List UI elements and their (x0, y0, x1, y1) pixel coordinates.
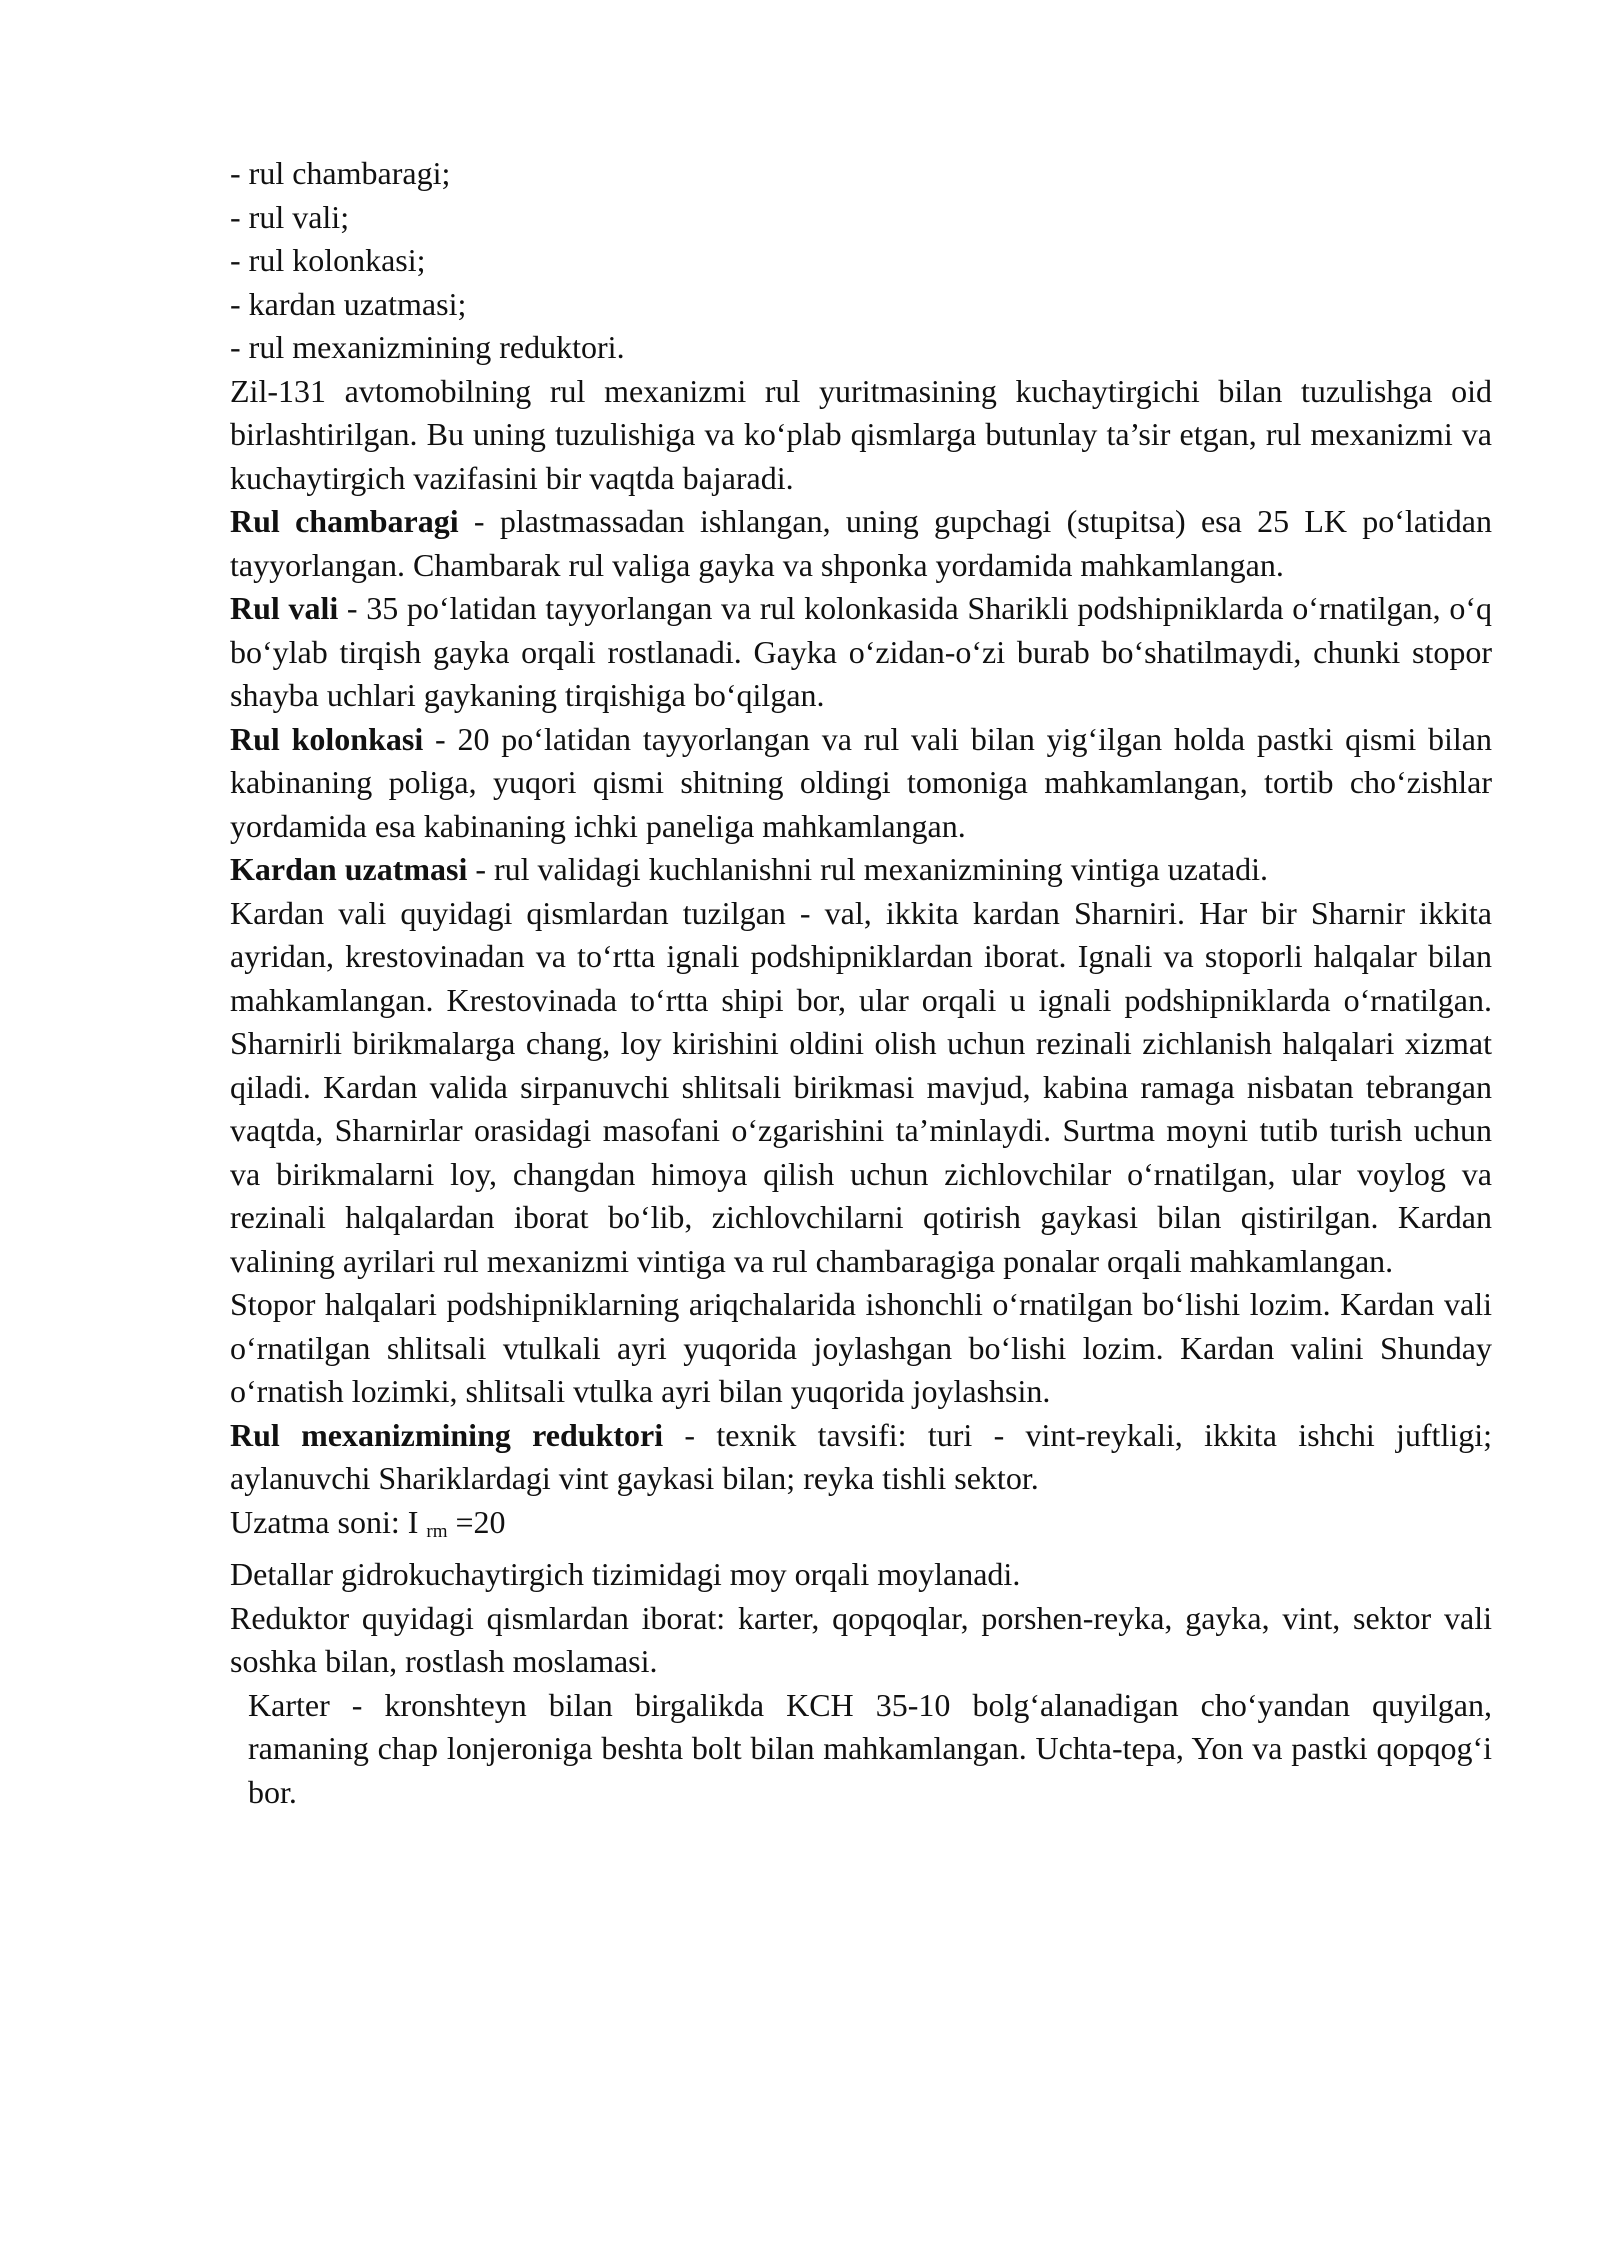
kolonka-paragraph (230, 718, 1492, 849)
list-item: - rul chambaragi; (230, 155, 451, 191)
chambarak-paragraph (230, 500, 1492, 587)
document-page (230, 152, 1492, 1814)
lubrication-line: Detallar gidrokuchaytirgich tizimidagi moy orqali moylanadi. (230, 1556, 1021, 1592)
stopor-paragraph: Stopor halqalari podshipniklarning ariqchalarida ishonchli o‘rnatilgan bo‘lishi lozim. Kardan vali o‘rnatilgan shlitsali vtulkali ayri yuqorida joylashgan bo‘lishi lozim. Kardan valini Shunday o‘rnatish lozimki, shlitsali vtulka ayri bilan yuqorida joylashsin. (230, 1286, 1492, 1409)
kardan-term: Kardan uzatmasi (230, 851, 468, 887)
list-item: - kardan uzatmasi; (230, 285, 467, 322)
reduktor-paragraph (230, 1414, 1492, 1501)
list-item: - rul mexanizmining reduktori. (230, 329, 625, 365)
vali-text: - 35 po‘latidan tayyorlangan va rul kolonkasida Sharikli podshipniklarda o‘rnatilgan, o‘q bo‘ylab tirqish gayka orqali rostlanadi. Gayka o‘zidan-o‘zi burab bo‘shatilmaydi, chunki stopor shayba uchlari gaykaning tirqishiga bo‘qilgan. (230, 590, 1493, 713)
ratio-value: =20 (447, 1503, 506, 1540)
ratio-label: Uzatma soni: I (230, 1503, 419, 1540)
kardan-vali-paragraph: Kardan vali quyidagi qismlardan tuzilgan - val, ikkita kardan Sharniri. Har bir Sharnir ikkita ayridan, krestovinadan va to‘rtta ignali podshipniklardan iborat. Ignali va stoporli halqalar bilan mahkamlangan. Krestovinada to‘rtta shipi bor, ular orqali u ignali podshipniklarda o‘rnatilgan. Sharnirli birikmalarga chang, loy kirishini oldini olish uchun rezinali zichlanish halqalari xizmat qiladi. Kardan valida sirpanuvchi shlitsali birikmasi mavjud, kabina ramaga nisbatan tebrangan vaqtda, Sharnirlar orasidagi masofani o‘zgarishini ta’minlaydi. Surtma moyni tutib turish uchun va birikmalarni loy, changdan himoya qilish uchun zichlovchilar o‘rnatilgan, ular voylog va rezinali halqalardan iborat bo‘lib, zichlovchilarni qotirish gaykasi bilan qistirilgan. Kardan valining ayrilari rul mexanizmi vintiga va rul chambaragiga ponalar orqali mahkamlangan. (230, 894, 1492, 1279)
reduktor-text: - texnik tavsifi: turi - vint-reykali, ikkita ishchi juftligi; aylanuvchi Shariklardagi vint gaykasi bilan; reyka tishli sektor. (230, 1416, 1493, 1496)
vali-paragraph (230, 587, 1492, 718)
intro-paragraph: Zil-131 avtomobilning rul mexanizmi rul yuritmasining kuchaytirgichi bilan tuzulishga oid birlashtirilgan. Bu uning tuzulishiga va ko‘plab qismlarga butunlay ta’sir etgan, rul mexanizmi va kuchaytirgich vazifasini bir vaqtda bajaradi. (230, 372, 1492, 496)
list-item: - rul vali; (230, 198, 350, 235)
ratio-subscript: rm (426, 1520, 448, 1542)
chambarak-term: Rul chambaragi (230, 503, 459, 539)
vali-term: Rul vali (230, 590, 339, 626)
reduktor-term: Rul mexanizmining reduktori (230, 1416, 664, 1453)
kardan-paragraph (230, 848, 1492, 892)
chambarak-text: - plastmassadan ishlangan, uning gupchagi (stupitsa) esa 25 LK po‘latidan tayyorlangan. Chambarak rul valiga gayka va shponka yordamida mahkamlangan. (230, 503, 1493, 583)
ratio-line (230, 1501, 1492, 1554)
kolonka-term: Rul kolonkasi (230, 720, 424, 757)
kardan-text: - rul validagi kuchlanishni rul mexanizmining vintiga uzatadi. (467, 851, 1269, 887)
kolonka-text: - 20 po‘latidan tayyorlangan va rul vali bilan yig‘ilgan holda pastki qismi bilan kabinaning poliga, yuqori qismi shitning oldingi tomoniga mahkamlangan, tortib cho‘zishlar yordamida esa kabinaning ichki paneliga mahkamlangan. (230, 720, 1493, 844)
list-item: - rul kolonkasi; (230, 242, 426, 278)
reduktor-parts-paragraph: Reduktor quyidagi qismlardan iborat: karter, qopqoqlar, porshen-reyka, gayka, vint, sektor vali soshka bilan, rostlash moslamasi. (230, 1599, 1492, 1679)
karter-paragraph: Karter - kronshteyn bilan birgalikda KCH 35-10 bolg‘alanadigan cho‘yandan quyilgan, ramaning chap lonjeroniga beshta bolt bilan mahkamlangan. Uchta-tepa, Yon va pastki qopqog‘i bor. (248, 1686, 1492, 1810)
